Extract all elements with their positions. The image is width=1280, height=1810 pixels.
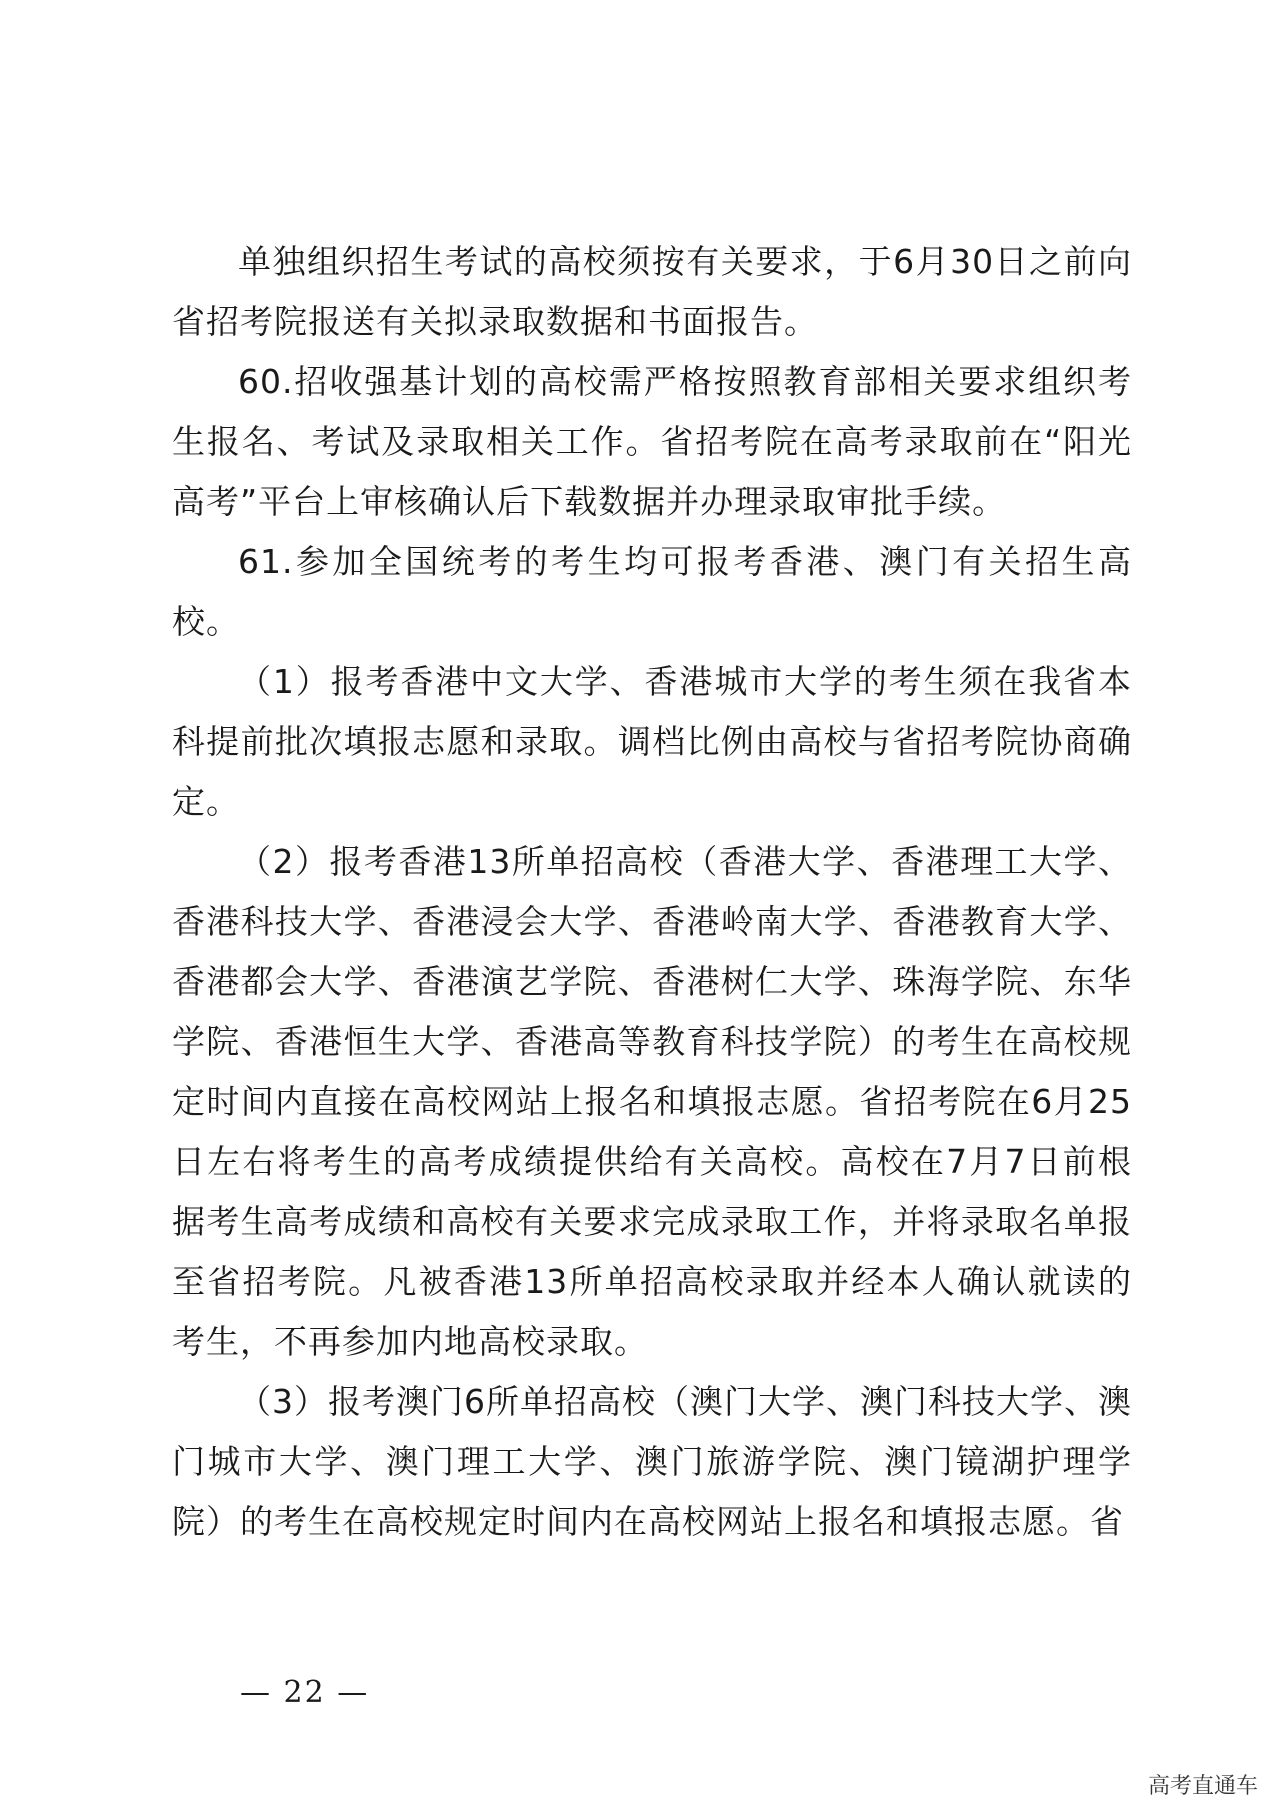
paragraph-item-60: 60.招收强基计划的高校需严格按照教育部相关要求组织考生报名、考试及录取相关工作。省招考院在高考录取前在“阳光高考”平台上审核确认后下载数据并办理录取审批手续。 (172, 362, 1132, 521)
paragraph-item-61-3: （3）报考澳门6所单招高校（澳门大学、澳门科技大学、澳门城市大学、澳门理工大学、澳门旅游学院、澳门镜湖护理学院）的考生在高校规定时间内在高校网站上报名和填报志愿。省 (172, 1382, 1132, 1541)
paragraph-item-61-2: （2）报考香港13所单招高校（香港大学、香港理工大学、香港科技大学、香港浸会大学、香港岭南大学、香港教育大学、香港都会大学、香港演艺学院、香港树仁大学、珠海学院、东华学院、香港恒生大学、香港高等教育科技学院）的考生在高校规定时间内直接在高校网站上报名和填报志愿。省招考院在6月25日左右将考生的高考成绩提供给有关高校。高校在7月7日前根据考生高考成绩和高校有关要求完成录取工作，并将录取名单报至省招考院。凡被香港13所单招高校录取并经本人确认就读的考生，不再参加内地高校录取。 (172, 842, 1132, 1361)
paragraph-item-61-1: （1）报考香港中文大学、香港城市大学的考生须在我省本科提前批次填报志愿和录取。调档比例由高校与省招考院协商确定。 (172, 662, 1132, 821)
paragraph-item-61: 61.参加全国统考的考生均可报考香港、澳门有关招生高校。 (172, 542, 1132, 641)
page-number: — 22 — (240, 1675, 370, 1710)
paragraph-exam-report: 单独组织招生考试的高校须按有关要求，于6月30日之前向省招考院报送有关拟录取数据和书面报告。 (172, 242, 1132, 341)
watermark: 高考直通车 (1147, 1774, 1258, 1799)
document-body (172, 232, 1132, 1552)
